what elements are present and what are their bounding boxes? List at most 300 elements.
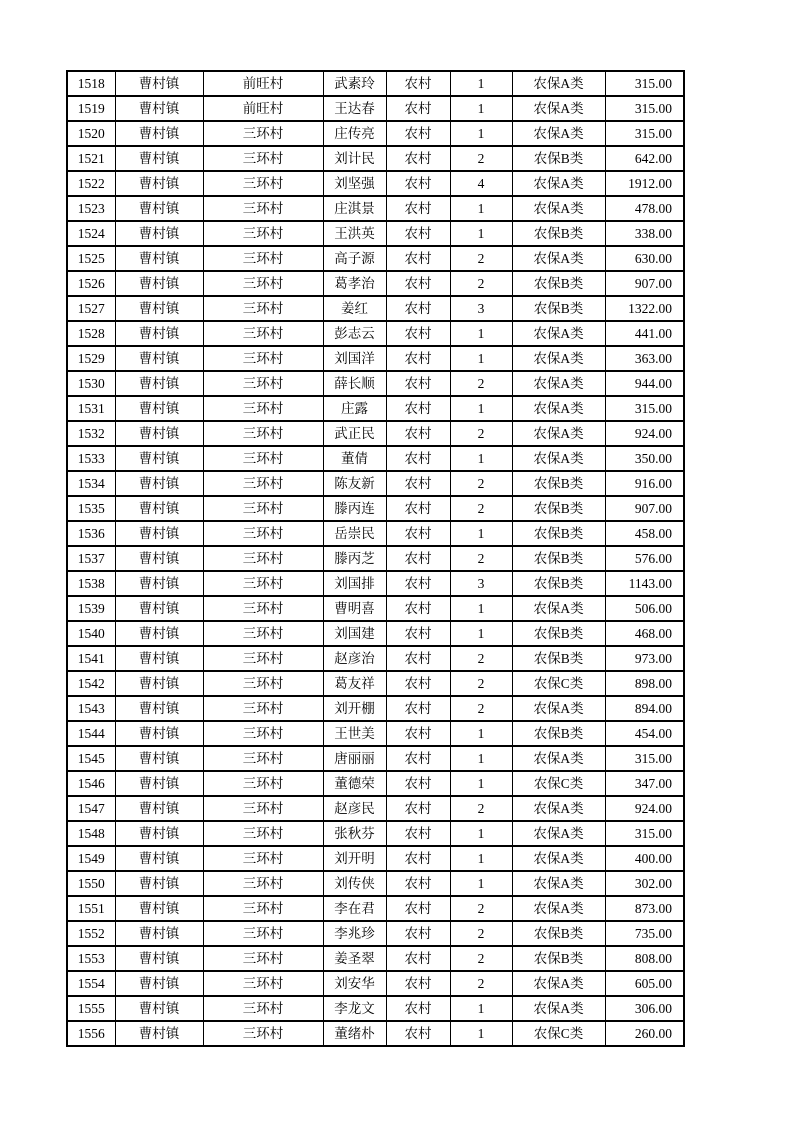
person-name-cell: 李兆珍 [323,921,386,946]
person-count-cell: 2 [450,371,512,396]
residence-type-cell: 农村 [386,996,450,1021]
table-row [67,471,684,496]
amount-cell: 916.00 [605,471,684,496]
village-cell: 三环村 [203,871,323,896]
person-name-cell: 王洪英 [323,221,386,246]
village-cell: 前旺村 [203,71,323,96]
amount-cell: 924.00 [605,421,684,446]
person-count-cell: 3 [450,571,512,596]
amount-cell: 315.00 [605,96,684,121]
insurance-category-cell: 农保A类 [512,71,605,96]
insurance-category-cell: 农保A类 [512,171,605,196]
table-row [67,521,684,546]
amount-cell: 306.00 [605,996,684,1021]
person-name-cell: 刘传侠 [323,871,386,896]
town-cell: 曹村镇 [115,146,203,171]
residence-type-cell: 农村 [386,946,450,971]
insurance-category-cell: 农保A类 [512,396,605,421]
insurance-category-cell: 农保B类 [512,521,605,546]
person-name-cell: 姜红 [323,296,386,321]
sequence-number-cell: 1553 [67,946,115,971]
person-name-cell: 庄传亮 [323,121,386,146]
table-row [67,671,684,696]
residence-type-cell: 农村 [386,221,450,246]
person-name-cell: 刘计民 [323,146,386,171]
table-row [67,321,684,346]
person-count-cell: 1 [450,121,512,146]
person-name-cell: 张秋芬 [323,821,386,846]
town-cell: 曹村镇 [115,896,203,921]
town-cell: 曹村镇 [115,846,203,871]
town-cell: 曹村镇 [115,96,203,121]
town-cell: 曹村镇 [115,471,203,496]
sequence-number-cell: 1541 [67,646,115,671]
residence-type-cell: 农村 [386,546,450,571]
person-count-cell: 1 [450,771,512,796]
amount-cell: 347.00 [605,771,684,796]
person-count-cell: 1 [450,821,512,846]
person-count-cell: 3 [450,296,512,321]
amount-cell: 808.00 [605,946,684,971]
person-name-cell: 董绪朴 [323,1021,386,1046]
sequence-number-cell: 1529 [67,346,115,371]
amount-cell: 576.00 [605,546,684,571]
town-cell: 曹村镇 [115,546,203,571]
village-cell: 三环村 [203,646,323,671]
insurance-category-cell: 农保B类 [512,221,605,246]
town-cell: 曹村镇 [115,271,203,296]
amount-cell: 944.00 [605,371,684,396]
table-row [67,171,684,196]
person-count-cell: 1 [450,746,512,771]
person-name-cell: 赵彦治 [323,646,386,671]
person-count-cell: 1 [450,621,512,646]
town-cell: 曹村镇 [115,346,203,371]
person-count-cell: 1 [450,96,512,121]
town-cell: 曹村镇 [115,296,203,321]
person-count-cell: 1 [450,596,512,621]
insurance-category-cell: 农保A类 [512,821,605,846]
person-name-cell: 姜圣翠 [323,946,386,971]
sequence-number-cell: 1519 [67,96,115,121]
person-name-cell: 刘国建 [323,621,386,646]
insurance-category-cell: 农保A类 [512,996,605,1021]
person-name-cell: 刘开明 [323,846,386,871]
table-row [67,546,684,571]
table-row [67,846,684,871]
person-count-cell: 2 [450,971,512,996]
person-name-cell: 刘国排 [323,571,386,596]
village-cell: 三环村 [203,221,323,246]
amount-cell: 458.00 [605,521,684,546]
insurance-category-cell: 农保C类 [512,771,605,796]
village-cell: 三环村 [203,546,323,571]
village-cell: 前旺村 [203,96,323,121]
person-count-cell: 2 [450,421,512,446]
person-name-cell: 武素玲 [323,71,386,96]
person-name-cell: 王世美 [323,721,386,746]
village-cell: 三环村 [203,921,323,946]
town-cell: 曹村镇 [115,796,203,821]
amount-cell: 350.00 [605,446,684,471]
sequence-number-cell: 1536 [67,521,115,546]
insurance-category-cell: 农保B类 [512,296,605,321]
amount-cell: 260.00 [605,1021,684,1046]
person-name-cell: 滕丙连 [323,496,386,521]
town-cell: 曹村镇 [115,646,203,671]
table-row [67,346,684,371]
insurance-category-cell: 农保C类 [512,671,605,696]
amount-cell: 315.00 [605,396,684,421]
insurance-category-cell: 农保A类 [512,971,605,996]
village-cell: 三环村 [203,396,323,421]
table-row [67,696,684,721]
residence-type-cell: 农村 [386,146,450,171]
residence-type-cell: 农村 [386,171,450,196]
village-cell: 三环村 [203,521,323,546]
sequence-number-cell: 1531 [67,396,115,421]
village-cell: 三环村 [203,746,323,771]
insurance-category-cell: 农保A类 [512,796,605,821]
residence-type-cell: 农村 [386,396,450,421]
residence-type-cell: 农村 [386,671,450,696]
residence-type-cell: 农村 [386,621,450,646]
insurance-category-cell: 农保A类 [512,196,605,221]
village-cell: 三环村 [203,971,323,996]
amount-cell: 454.00 [605,721,684,746]
person-name-cell: 赵彦民 [323,796,386,821]
amount-cell: 894.00 [605,696,684,721]
sequence-number-cell: 1527 [67,296,115,321]
person-name-cell: 刘安华 [323,971,386,996]
town-cell: 曹村镇 [115,771,203,796]
village-cell: 三环村 [203,846,323,871]
village-cell: 三环村 [203,771,323,796]
town-cell: 曹村镇 [115,721,203,746]
sequence-number-cell: 1549 [67,846,115,871]
insurance-category-cell: 农保B类 [512,621,605,646]
residence-type-cell: 农村 [386,596,450,621]
village-cell: 三环村 [203,196,323,221]
person-count-cell: 1 [450,721,512,746]
person-count-cell: 2 [450,646,512,671]
person-name-cell: 李在君 [323,896,386,921]
person-name-cell: 唐丽丽 [323,746,386,771]
sequence-number-cell: 1522 [67,171,115,196]
residence-type-cell: 农村 [386,796,450,821]
person-name-cell: 葛孝治 [323,271,386,296]
person-count-cell: 2 [450,546,512,571]
residence-type-cell: 农村 [386,496,450,521]
village-cell: 三环村 [203,996,323,1021]
person-name-cell: 刘开棚 [323,696,386,721]
table-row [67,496,684,521]
insurance-category-cell: 农保A类 [512,246,605,271]
amount-cell: 302.00 [605,871,684,896]
sequence-number-cell: 1547 [67,796,115,821]
town-cell: 曹村镇 [115,521,203,546]
insurance-category-cell: 农保A类 [512,846,605,871]
table-row [67,871,684,896]
town-cell: 曹村镇 [115,571,203,596]
village-cell: 三环村 [203,721,323,746]
sequence-number-cell: 1550 [67,871,115,896]
village-cell: 三环村 [203,571,323,596]
residence-type-cell: 农村 [386,821,450,846]
amount-cell: 315.00 [605,746,684,771]
insurance-category-cell: 农保A类 [512,346,605,371]
sequence-number-cell: 1556 [67,1021,115,1046]
person-count-cell: 1 [450,196,512,221]
amount-cell: 630.00 [605,246,684,271]
residence-type-cell: 农村 [386,246,450,271]
table-row [67,96,684,121]
village-cell: 三环村 [203,696,323,721]
residence-type-cell: 农村 [386,746,450,771]
village-cell: 三环村 [203,321,323,346]
table-row [67,821,684,846]
person-count-cell: 2 [450,946,512,971]
table-row [67,921,684,946]
person-name-cell: 彭志云 [323,321,386,346]
residence-type-cell: 农村 [386,321,450,346]
table-row [67,721,684,746]
table-row [67,896,684,921]
village-cell: 三环村 [203,496,323,521]
table-body [67,71,684,1046]
town-cell: 曹村镇 [115,496,203,521]
amount-cell: 506.00 [605,596,684,621]
person-count-cell: 2 [450,921,512,946]
person-count-cell: 2 [450,271,512,296]
residence-type-cell: 农村 [386,846,450,871]
town-cell: 曹村镇 [115,671,203,696]
village-cell: 三环村 [203,821,323,846]
insurance-category-cell: 农保B类 [512,946,605,971]
sequence-number-cell: 1555 [67,996,115,1021]
table-row [67,646,684,671]
residence-type-cell: 农村 [386,696,450,721]
sequence-number-cell: 1534 [67,471,115,496]
table-row [67,746,684,771]
residence-type-cell: 农村 [386,921,450,946]
person-name-cell: 武正民 [323,421,386,446]
sequence-number-cell: 1524 [67,221,115,246]
table-row [67,246,684,271]
sequence-number-cell: 1528 [67,321,115,346]
residence-type-cell: 农村 [386,521,450,546]
insurance-category-cell: 农保A类 [512,371,605,396]
sequence-number-cell: 1520 [67,121,115,146]
sequence-number-cell: 1530 [67,371,115,396]
insurance-category-cell: 农保B类 [512,921,605,946]
person-count-cell: 1 [450,396,512,421]
village-cell: 三环村 [203,1021,323,1046]
amount-cell: 907.00 [605,271,684,296]
residence-type-cell: 农村 [386,471,450,496]
table-row [67,221,684,246]
person-count-cell: 2 [450,796,512,821]
person-count-cell: 1 [450,321,512,346]
village-cell: 三环村 [203,421,323,446]
village-cell: 三环村 [203,371,323,396]
person-count-cell: 1 [450,221,512,246]
person-name-cell: 陈友新 [323,471,386,496]
insurance-category-cell: 农保C类 [512,1021,605,1046]
town-cell: 曹村镇 [115,421,203,446]
amount-cell: 315.00 [605,121,684,146]
person-name-cell: 董德荣 [323,771,386,796]
village-cell: 三环村 [203,271,323,296]
town-cell: 曹村镇 [115,1021,203,1046]
person-name-cell: 李龙文 [323,996,386,1021]
sequence-number-cell: 1539 [67,596,115,621]
amount-cell: 1912.00 [605,171,684,196]
town-cell: 曹村镇 [115,921,203,946]
residence-type-cell: 农村 [386,771,450,796]
town-cell: 曹村镇 [115,171,203,196]
table-row [67,621,684,646]
town-cell: 曹村镇 [115,121,203,146]
insurance-category-cell: 农保A类 [512,696,605,721]
person-name-cell: 庄露 [323,396,386,421]
insurance-category-cell: 农保B类 [512,571,605,596]
table-row [67,371,684,396]
table-row [67,771,684,796]
sequence-number-cell: 1552 [67,921,115,946]
town-cell: 曹村镇 [115,221,203,246]
residence-type-cell: 农村 [386,446,450,471]
insurance-category-cell: 农保A类 [512,746,605,771]
person-count-cell: 1 [450,871,512,896]
person-count-cell: 2 [450,246,512,271]
amount-cell: 1143.00 [605,571,684,596]
person-count-cell: 1 [450,71,512,96]
village-cell: 三环村 [203,146,323,171]
sequence-number-cell: 1543 [67,696,115,721]
table-row [67,571,684,596]
residence-type-cell: 农村 [386,96,450,121]
table-row [67,296,684,321]
town-cell: 曹村镇 [115,396,203,421]
table-row [67,196,684,221]
town-cell: 曹村镇 [115,946,203,971]
person-count-cell: 1 [450,446,512,471]
town-cell: 曹村镇 [115,971,203,996]
village-cell: 三环村 [203,796,323,821]
person-name-cell: 葛友祥 [323,671,386,696]
residence-type-cell: 农村 [386,646,450,671]
insurance-category-cell: 农保A类 [512,596,605,621]
insurance-category-cell: 农保A类 [512,421,605,446]
person-name-cell: 薛长顺 [323,371,386,396]
insurance-payment-table [66,70,685,1047]
town-cell: 曹村镇 [115,871,203,896]
town-cell: 曹村镇 [115,746,203,771]
village-cell: 三环村 [203,946,323,971]
residence-type-cell: 农村 [386,371,450,396]
amount-cell: 478.00 [605,196,684,221]
amount-cell: 605.00 [605,971,684,996]
table-row [67,796,684,821]
village-cell: 三环村 [203,171,323,196]
person-count-cell: 2 [450,471,512,496]
town-cell: 曹村镇 [115,446,203,471]
sequence-number-cell: 1548 [67,821,115,846]
person-count-cell: 2 [450,496,512,521]
person-count-cell: 1 [450,521,512,546]
amount-cell: 873.00 [605,896,684,921]
amount-cell: 315.00 [605,71,684,96]
table-row [67,596,684,621]
person-count-cell: 1 [450,1021,512,1046]
amount-cell: 441.00 [605,321,684,346]
town-cell: 曹村镇 [115,821,203,846]
table-row [67,996,684,1021]
sequence-number-cell: 1535 [67,496,115,521]
town-cell: 曹村镇 [115,621,203,646]
sequence-number-cell: 1551 [67,896,115,921]
sequence-number-cell: 1538 [67,571,115,596]
village-cell: 三环村 [203,596,323,621]
insurance-category-cell: 农保B类 [512,496,605,521]
person-count-cell: 2 [450,671,512,696]
insurance-category-cell: 农保B类 [512,146,605,171]
town-cell: 曹村镇 [115,996,203,1021]
person-count-cell: 1 [450,846,512,871]
table-row [67,146,684,171]
sequence-number-cell: 1523 [67,196,115,221]
amount-cell: 468.00 [605,621,684,646]
amount-cell: 315.00 [605,821,684,846]
person-count-cell: 4 [450,171,512,196]
sequence-number-cell: 1532 [67,421,115,446]
amount-cell: 363.00 [605,346,684,371]
table-row [67,121,684,146]
town-cell: 曹村镇 [115,321,203,346]
residence-type-cell: 农村 [386,1021,450,1046]
residence-type-cell: 农村 [386,871,450,896]
amount-cell: 400.00 [605,846,684,871]
sequence-number-cell: 1542 [67,671,115,696]
village-cell: 三环村 [203,671,323,696]
amount-cell: 338.00 [605,221,684,246]
town-cell: 曹村镇 [115,71,203,96]
amount-cell: 898.00 [605,671,684,696]
town-cell: 曹村镇 [115,596,203,621]
sequence-number-cell: 1554 [67,971,115,996]
residence-type-cell: 农村 [386,971,450,996]
residence-type-cell: 农村 [386,71,450,96]
residence-type-cell: 农村 [386,896,450,921]
person-name-cell: 庄淇景 [323,196,386,221]
village-cell: 三环村 [203,296,323,321]
table-row [67,71,684,96]
insurance-category-cell: 农保B类 [512,271,605,296]
sequence-number-cell: 1544 [67,721,115,746]
amount-cell: 642.00 [605,146,684,171]
residence-type-cell: 农村 [386,421,450,446]
person-name-cell: 曹明喜 [323,596,386,621]
amount-cell: 735.00 [605,921,684,946]
person-name-cell: 岳崇民 [323,521,386,546]
village-cell: 三环村 [203,446,323,471]
sequence-number-cell: 1545 [67,746,115,771]
village-cell: 三环村 [203,346,323,371]
person-name-cell: 王达春 [323,96,386,121]
sequence-number-cell: 1525 [67,246,115,271]
sequence-number-cell: 1537 [67,546,115,571]
